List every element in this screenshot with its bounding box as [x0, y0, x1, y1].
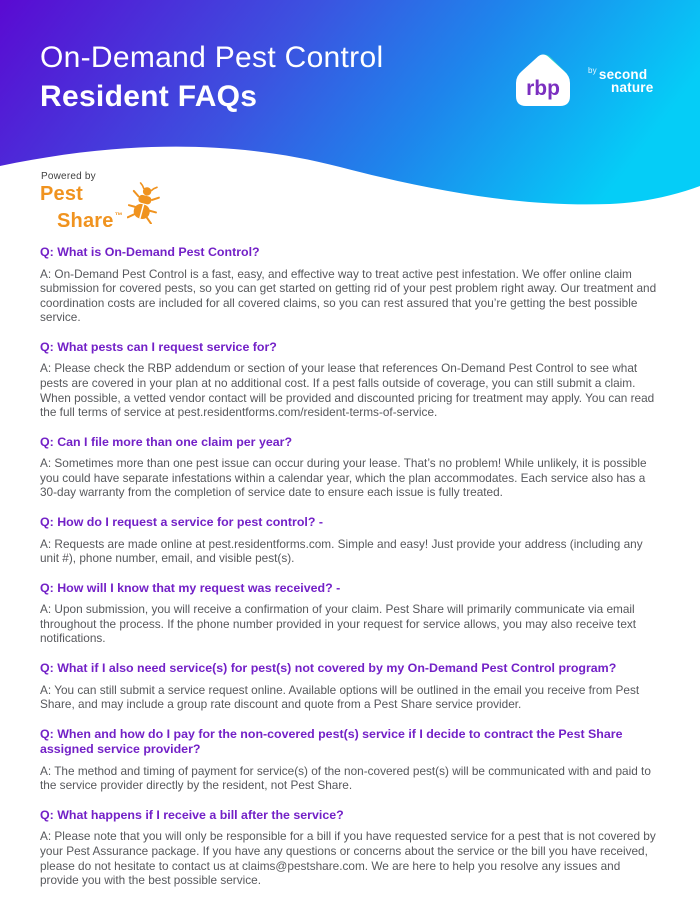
- faq-list: [40, 245, 662, 903]
- page-title: [40, 41, 383, 114]
- faq-answer: A: Please check the RBP addendum or section of your lease that references On-Demand Pest Control to see what pests are covered in your plan at no additional cost. If a pest falls outside of coverage, you can still submit a claim. When possible, a vetted vendor contact will be provided and discounted pricing for treatment may apply. You can read the full terms of service at pest.residentforms.com/resident-terms-of-service.: [40, 361, 655, 420]
- pest-share-line1: Pest: [40, 183, 84, 205]
- faq-question: Q: When and how do I pay for the non-covered pest(s) service if I decide to contract the Pest Share assigned service provider?: [40, 726, 623, 757]
- bug-icon: [127, 182, 161, 224]
- faq-item: [40, 515, 662, 566]
- faq-question: Q: What happens if I receive a bill after the service?: [40, 807, 344, 822]
- pest-share-lockup: [40, 171, 161, 232]
- faq-item: [40, 435, 662, 500]
- faq-answer: A: Upon submission, you will receive a confirmation of your claim. Pest Share will primarily communicate via email throughout the process. If the phone number provided in your request for service allows, you may also receive text notifications.: [40, 602, 637, 646]
- faq-item: [40, 245, 662, 325]
- faq-item: [40, 581, 662, 646]
- second-nature-line1: second: [598, 67, 648, 82]
- second-nature-line2: nature: [611, 80, 654, 95]
- faq-item: [40, 727, 662, 793]
- pest-share-wordmark: [40, 184, 123, 232]
- faq-item: [40, 808, 662, 888]
- trademark-symbol: ™: [114, 211, 123, 220]
- rbp-second-nature-lockup: [511, 50, 653, 108]
- powered-by-label: Powered by: [41, 171, 96, 182]
- rbp-logo-text: rbp: [526, 77, 560, 100]
- rbp-logo-icon: [511, 50, 575, 108]
- faq-item: [40, 340, 662, 420]
- faq-question: Q: How do I request a service for pest control? -: [40, 515, 323, 530]
- faq-question: Q: What if I also need service(s) for pest(s) not covered by my On-Demand Pest Control program?: [40, 661, 617, 675]
- by-label: by: [588, 66, 597, 75]
- page-title-line2: Resident FAQs: [40, 80, 258, 113]
- faq-question: Q: Can I file more than one claim per year?: [40, 434, 293, 449]
- faq-answer: A: Sometimes more than one pest issue can occur during your lease. That’s no problem! While unlikely, it is possible you could have separate infestations within a calendar year, which the plan accommodates. Each service also has a 30-day warranty from the completion of service date to ensure each issue is fully treated.: [40, 456, 647, 500]
- faq-question: Q: What is On-Demand Pest Control?: [40, 245, 260, 259]
- faq-question: Q: How will I know that my request was received? -: [40, 580, 341, 595]
- faq-answer: A: Requests are made online at pest.residentforms.com. Simple and easy! Just provide your address (including any unit #), phone number, email, and visible pest(s).: [40, 536, 643, 566]
- faq-answer: A: You can still submit a service request online. Available options will be outlined in the email you receive from Pest Share, and may include a group rate discount and quote from a Pest Share service provider.: [40, 682, 640, 712]
- page-title-line1: On-Demand Pest Control: [40, 41, 384, 74]
- faq-question: Q: What pests can I request service for?: [40, 339, 277, 354]
- faq-answer: A: Please note that you will only be responsible for a bill if you have requested service for a pest that is not covered by your Pest Assurance package. If you have any questions or concerns about the service or the bill you have received, please do not hesitate to contact us at claims@pestshare.com. We are here to help you resolve any issues and provide you with the best possible service.: [40, 829, 656, 888]
- faq-answer: A: The method and timing of payment for service(s) of the non-covered pest(s) will be communicated with and paid to the service provider directly by the resident, not Pest Share.: [40, 763, 651, 793]
- faq-item: [40, 661, 662, 712]
- faq-answer: A: On-Demand Pest Control is a fast, easy, and effective way to treat active pest infestation. We offer online claim submission for covered pests, so you can get started on getting rid of your pest problem right away. Our treatment and coordination costs are included for all covered claims, so you can rest assured that you’re getting the best possible service.: [40, 266, 657, 325]
- second-nature-wordmark: [588, 64, 653, 94]
- pest-share-line2: Share™: [57, 210, 123, 232]
